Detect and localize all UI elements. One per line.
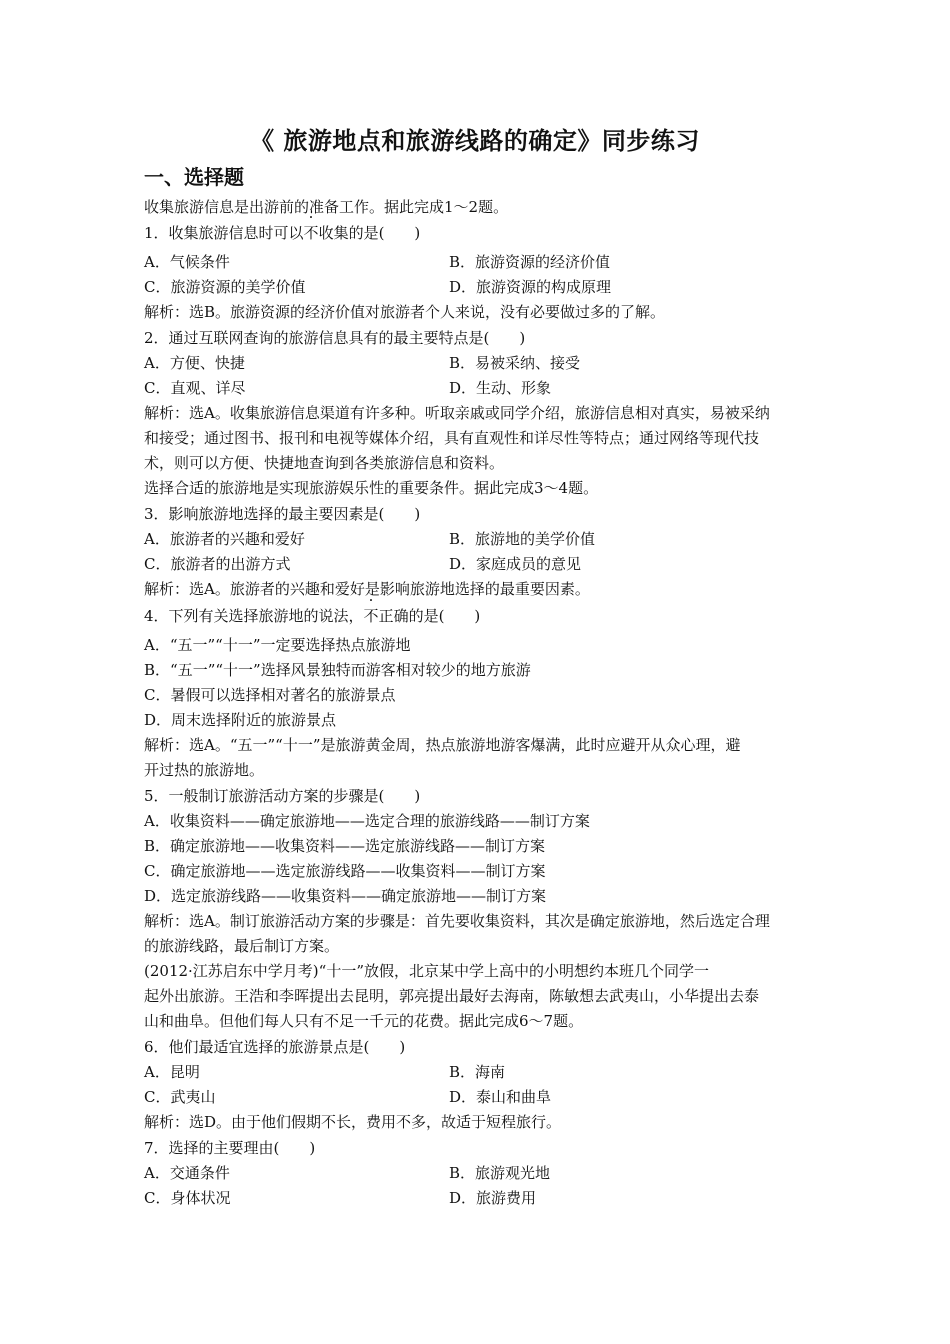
option-c: C．旅游者的出游方式	[144, 555, 291, 573]
option-a: A．收集资料——确定旅游地——选定合理的旅游线路——制订方案	[144, 812, 590, 830]
answer-explanation: 开过热的旅游地。	[144, 761, 265, 779]
answer-explanation: 解析：选D。由于他们假期不长，费用不多，故适于短程旅行。	[144, 1113, 562, 1131]
option-d: D．旅游费用	[449, 1189, 537, 1207]
option-c: C．暑假可以选择相对著名的旅游景点	[144, 686, 396, 704]
option-c: C．旅游资源的美学价值	[144, 278, 306, 296]
intro-text: 选择合适的旅游地是实现旅游娱乐性的重要条件。据此完成3～4题。	[144, 479, 599, 497]
option-a: A．交通条件	[144, 1164, 230, 1182]
option-c: C．直观、详尽	[144, 379, 246, 397]
emphasis-dot: 不	[363, 607, 379, 625]
intro-text: (2012·江苏启东中学月考)“十一”放假，北京某中学上高中的小明想约本班几个同学一	[144, 962, 709, 980]
option-b: B．旅游地的美学价值	[449, 530, 596, 548]
option-b: B．易被采纳、接受	[449, 354, 581, 372]
option-d: D．旅游资源的构成原理	[449, 278, 612, 296]
question-6-stem: 6．他们最适宜选择的旅游景点是( )	[144, 1038, 406, 1056]
option-d: D．选定旅游线路——收集资料——确定旅游地——制订方案	[144, 887, 547, 905]
option-a: A．旅游者的兴趣和爱好	[144, 530, 305, 548]
option-b: B．海南	[449, 1063, 506, 1081]
answer-explanation: 解析：选A。“五一”“十一”是旅游黄金周，热点旅游地游客爆满，此时应避开从众心理，避	[144, 736, 741, 754]
option-a: A．昆明	[144, 1063, 200, 1081]
answer-explanation: 解析：选B。旅游资源的经济价值对旅游者个人来说，没有必要做过多的了解。	[144, 303, 666, 321]
answer-explanation: 术，则可以方便、快捷地查询到各类旅游信息和资料。	[144, 454, 505, 472]
option-a: A．“五一”“十一”一定要选择热点旅游地	[144, 636, 411, 654]
page-title: 《 旅游地点和旅游线路的确定》同步练习	[250, 127, 700, 155]
question-5-stem: 5．一般制订旅游活动方案的步骤是( )	[144, 787, 421, 805]
option-a: A．方便、快捷	[144, 354, 245, 372]
option-d: D．泰山和曲阜	[449, 1088, 552, 1106]
option-a: A．气候条件	[144, 253, 230, 271]
option-d: D．周末选择附近的旅游景点	[144, 711, 337, 729]
answer-explanation: 解析：选A。旅游者的兴趣和爱好是影响旅游地选择的最重要因素。	[144, 580, 590, 598]
option-c: C．确定旅游地——选定旅游线路——收集资料——制订方案	[144, 862, 546, 880]
intro-text: 山和曲阜。但他们每人只有不足一千元的花费。据此完成6～7题。	[144, 1012, 584, 1030]
question-1-stem: 1．收集旅游信息时可以不收集的是( )	[144, 224, 421, 242]
option-c: C．武夷山	[144, 1088, 216, 1106]
question-7-stem: 7．选择的主要理由( )	[144, 1139, 316, 1157]
option-d: D．家庭成员的意见	[449, 555, 582, 573]
section-heading: 一、选择题	[144, 165, 244, 189]
answer-explanation: 和接受；通过图书、报刊和电视等媒体介绍，具有直观性和详尽性等特点；通过网络等现代技	[144, 429, 760, 447]
option-c: C．身体状况	[144, 1189, 231, 1207]
option-b: B．“五一”“十一”选择风景独特而游客相对较少的地方旅游	[144, 661, 531, 679]
question-4-stem: 4．下列有关选择旅游地的说法，不正确的是( )	[144, 607, 481, 625]
emphasis-dot: 不	[303, 224, 319, 242]
intro-text: 收集旅游信息是出游前的准备工作。据此完成1～2题。	[144, 198, 509, 216]
option-d: D．生动、形象	[449, 379, 552, 397]
answer-explanation: 解析：选A。制订旅游活动方案的步骤是：首先要收集资料，其次是确定旅游地，然后选定合理	[144, 912, 770, 930]
intro-text: 起外出旅游。王浩和李晖提出去昆明，郭亮提出最好去海南，陈敏想去武夷山，小华提出去泰	[144, 987, 760, 1005]
question-3-stem: 3．影响旅游地选择的最主要因素是( )	[144, 505, 421, 523]
answer-explanation: 解析：选A。收集旅游信息渠道有许多种。听取亲戚或同学介绍，旅游信息相对真实，易被采纳	[144, 404, 770, 422]
answer-explanation: 的旅游线路，最后制订方案。	[144, 937, 340, 955]
option-b: B．旅游资源的经济价值	[449, 253, 611, 271]
question-2-stem: 2．通过互联网查询的旅游信息具有的最主要特点是( )	[144, 329, 526, 347]
option-b: B．旅游观光地	[449, 1164, 551, 1182]
option-b: B．确定旅游地——收集资料——选定旅游线路——制订方案	[144, 837, 546, 855]
